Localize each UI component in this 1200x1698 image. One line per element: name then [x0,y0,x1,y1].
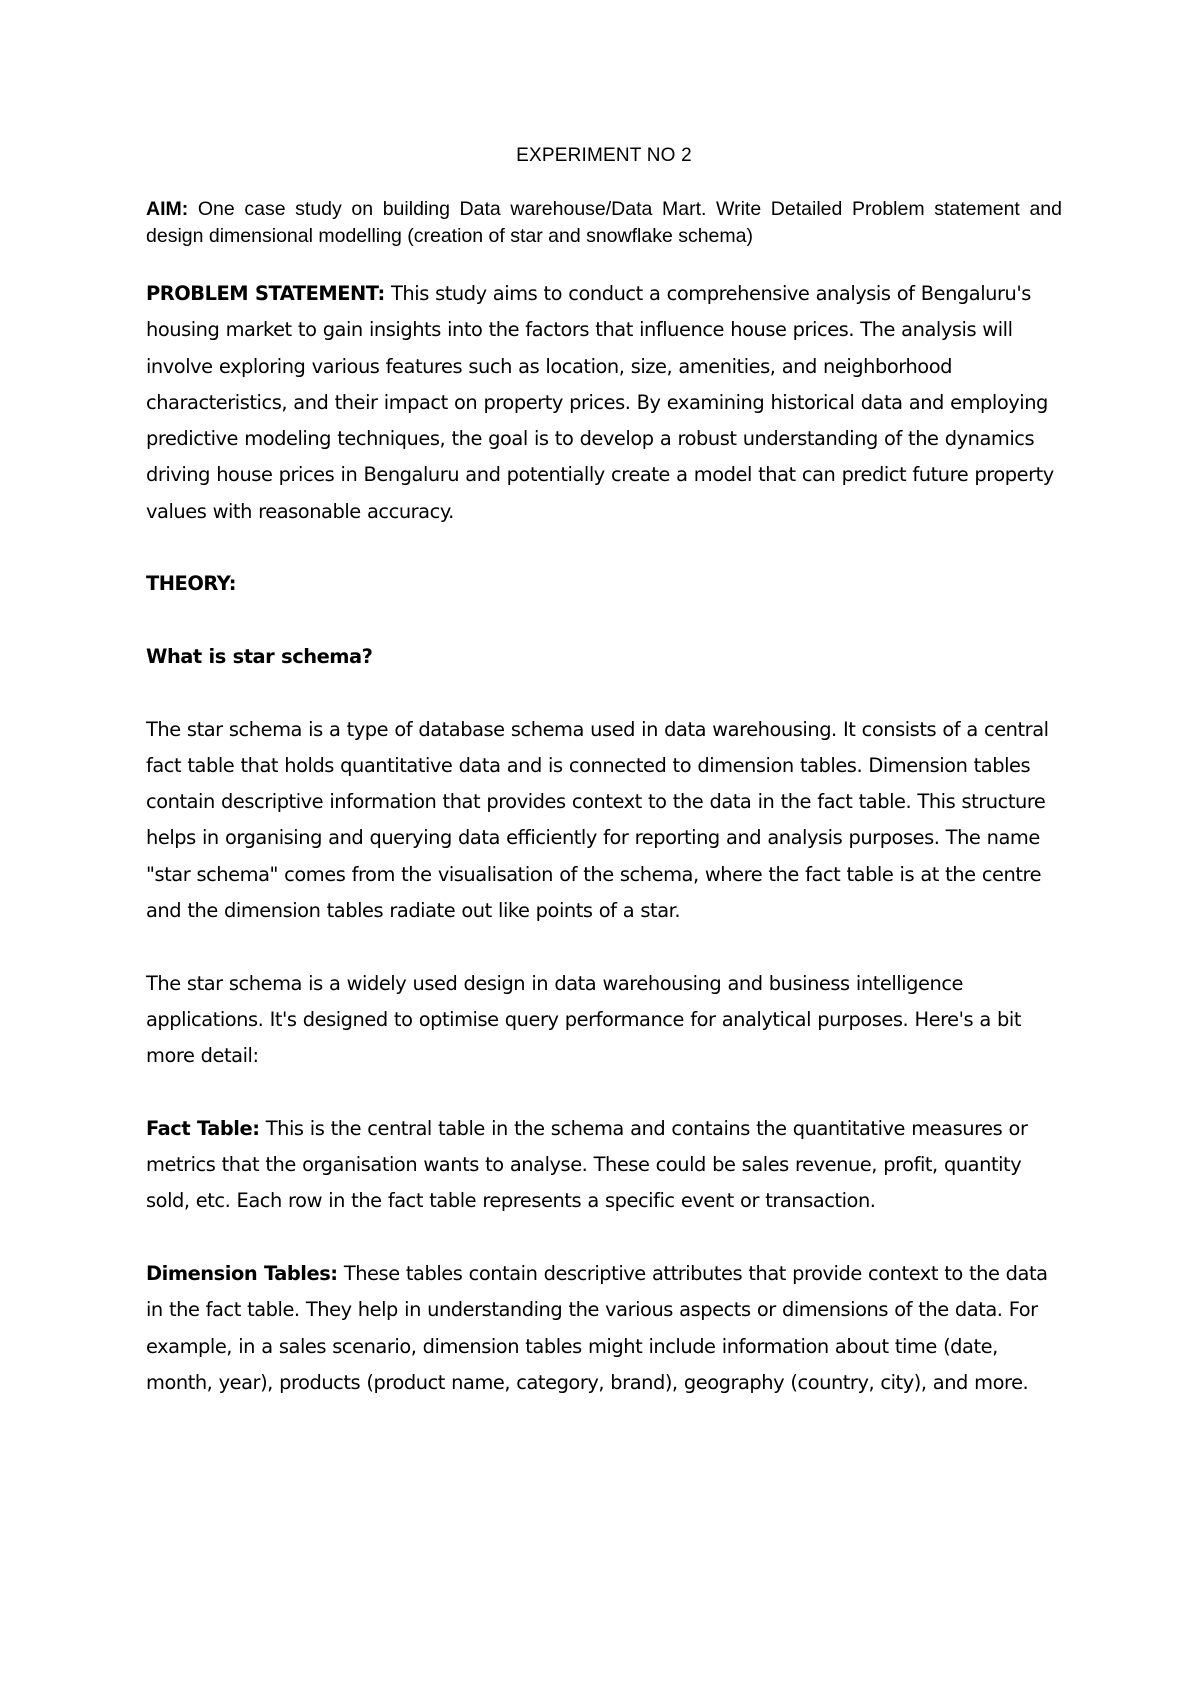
problem-statement-label: PROBLEM STATEMENT: [146,282,385,305]
aim-text: One case study on building Data warehouse/Data Mart. Write Detailed Problem statement and design dimensional modelling (creation of star and snowflake schema) [146,198,1062,247]
spacer [146,929,1062,965]
star-schema-paragraph-2: The star schema is a widely used design in data warehousing and business intelligence applications. It's designed to optimise query performance for analytical purposes. Here's a bit more detail: [146,971,1021,1068]
fact-table-label: Fact Table: [146,1116,260,1140]
problem-statement-paragraph [146,276,1062,530]
spacer [146,603,1062,639]
aim-label: AIM: [146,198,189,220]
document-title: EXPERIMENT NO 2 [516,145,692,166]
fact-table-text: This is the central table in the schema and contains the quantitative measures or metrics that the organisation wants to analyse. These could be sales revenue, profit, quantity sold, etc. Each row in the fact table represents a specific event or transaction. [146,1116,1028,1213]
document-content [146,140,1062,1401]
dimension-tables-label: Dimension Tables: [146,1262,338,1286]
spacer [146,1220,1062,1256]
aim-paragraph [146,196,1062,250]
problem-statement-text: This study aims to conduct a comprehensive analysis of Bengaluru's housing market to gain insights into the factors that influence house prices. The analysis will involve exploring various features such as location, size, amenities, and neighborhood characteristics, and their impact on property prices. By examining historical data and employing predictive modeling techniques, the goal is to develop a robust understanding of the dynamics driving house prices in Bengaluru and potentially create a model that can predict future property values with reasonable accuracy. [146,282,1054,523]
star-schema-paragraph-1: The star schema is a type of database schema used in data warehousing. It consists of a central fact table that holds quantitative data and is connected to dimension tables. Dimension tables contain descriptive information that provides context to the data in the fact table. This structure helps in organising and querying data efficiently for reporting and analysis purposes. The name "star schema" comes from the visualisation of the schema, where the fact table is at the centre and the dimension tables radiate out like points of a star. [146,717,1049,923]
spacer [146,1075,1062,1111]
star-schema-heading: What is star schema? [146,644,373,668]
spacer [146,530,1062,566]
fact-table-paragraph [146,1111,1062,1220]
theory-heading: THEORY: [146,572,237,596]
spacer [146,675,1062,711]
dimension-tables-text: These tables contain descriptive attributes that provide context to the data in the fact table. They help in understanding the various aspects or dimensions of the data. For example, in a sales scenario, dimension tables might include information about time (date, month, year), products (product name, category, brand), geography (country, city), and more. [146,1262,1048,1394]
dimension-tables-paragraph [146,1256,1062,1401]
